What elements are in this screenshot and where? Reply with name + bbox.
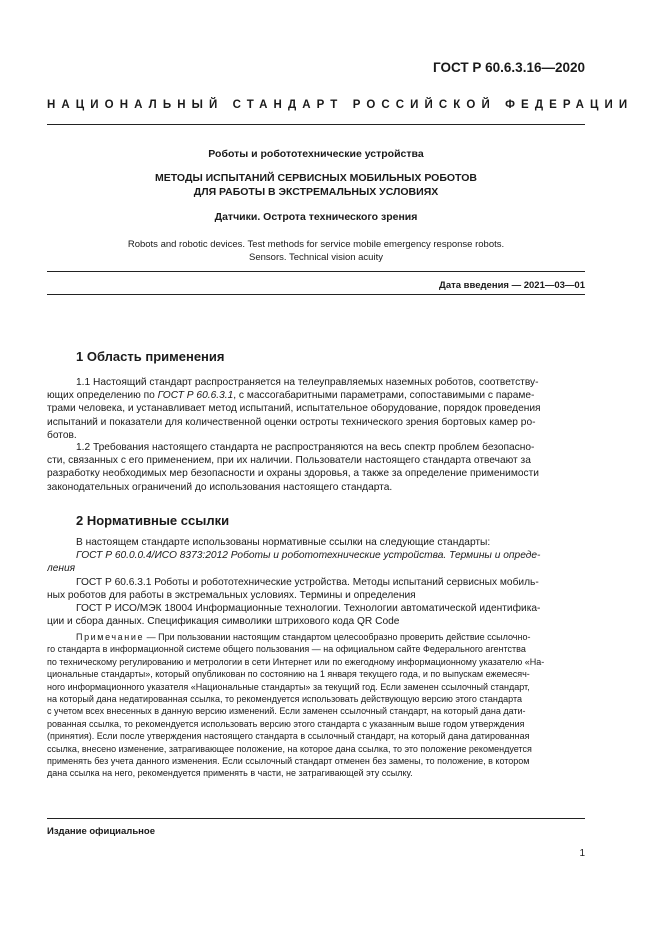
normative-note [47,631,585,780]
note-line-10: ссылка, внесено изменение, затрагивающее положение, на которое дана ссылка, то это положение рекомендуется [47,743,532,754]
section-1-paragraph-1 [47,376,585,442]
p2-line-4: законодательных ограничений до использования настоящего стандарта. [47,481,393,493]
p2-line-1: 1.2 Требования настоящего стандарта не распространяются на весь спектр проблем безопасно- [76,442,535,453]
reference-1-line-2: ления [47,563,76,575]
reference-2-line-2: ных роботов для работы в экстремальных условиях. Термины и определения [47,589,416,601]
edition-label: Издание официальное [47,826,155,837]
p1-line-2-a: ющих определению по [47,390,158,402]
reference-2-line-1: ГОСТ Р 60.6.3.1 Роботы и робототехнические устройства. Методы испытаний сервисных мобиль- [76,576,539,588]
section-2-body [47,536,585,628]
note-line-7: с учетом всех внесенных в данную версию изменений. Если заменен ссылочный стандарт, на который дана дати- [47,706,526,717]
p1-line-4: испытаний и показатели для количественной оценки остроты технического зрения бортовых камер ро- [47,416,536,428]
header-divider [47,124,585,125]
reference-3-line-1: ГОСТ Р ИСО/МЭК 18004 Информационные технологии. Технологии автоматической идентифика- [76,603,541,615]
title-divider [47,271,585,272]
note-line-5: ного информационного указателя «Национальные стандарты» за текущий год. Если заменен ссылочный стандарт, [47,681,530,692]
note-line-8: рованная ссылка, то рекомендуется использовать версию этого стандарта с указанным выше годом утверждения [47,718,525,729]
p2-line-2: сти, связанных с его применением, при их наличии. Пользователи настоящего стандарта отвечают за [47,455,531,467]
reference-3-line-2: ции и сбора данных. Спецификация символики штрихового кода QR Code [47,616,400,628]
p1-line-3: трами человека, и устанавливает метод испытаний, испытательное оборудование, порядок проведения [47,403,541,415]
note-line-9: (принятия). Если после утверждения настоящего стандарта в ссылочный стандарт, на который дана датированная [47,731,530,742]
document-part-title: Датчики. Острота технического зрения [214,211,418,223]
national-standard-banner: НАЦИОНАЛЬНЫЙ СТАНДАРТ РОССИЙСКОЙ ФЕДЕРАЦИИ [47,99,634,111]
document-main-title [47,171,585,199]
note-line-3: по техническому регулированию и метрологии в сети Интернет или по ежегодному информационному указателю «На- [47,656,545,667]
section-1-paragraph-2 [47,441,585,494]
normative-intro: В настоящем стандарте использованы нормативные ссылки на следующие стандарты: [76,537,491,548]
footer-divider [47,818,585,819]
note-line-1 [47,631,585,643]
p1-reference: ГОСТ Р 60.6.3.1 [157,390,234,402]
introduction-date: Дата введения — 2021—03—01 [439,280,585,291]
p1-line-5: ботов. [47,429,77,441]
section-2-heading: 2 Нормативные ссылки [76,513,230,528]
english-title-line-2: Sensors. Technical vision acuity [249,252,383,263]
p1-line-1: 1.1 Настоящий стандарт распространяется на телеуправляемых наземных роботов, соответству- [76,377,539,388]
reference-1-line-1: ГОСТ Р 60.0.0.4/ИСО 8373:2012 Роботы и робототехнические устройства. Термины и опреде- [76,550,541,562]
english-title [47,238,585,264]
note-line-6: на который дана недатированная ссылка, то рекомендуется использовать действующую версию этого стандарта [47,694,522,705]
section-1-heading: 1 Область применения [76,349,225,364]
date-divider [47,294,585,295]
main-title-line-1: МЕТОДЫ ИСПЫТАНИЙ СЕРВИСНЫХ МОБИЛЬНЫХ РОБОТОВ [155,172,477,184]
p1-line-2-b: , с массогабаритными параметрами, сопоставимыми с параме- [233,390,535,402]
note-line-12: дана ссылка на него, рекомендуется применять в части, не затрагивающей эту ссылку. [47,768,413,779]
note-line-4: циональные стандарты», который опубликован по состоянию на 1 января текущего года, и по выпускам ежемесяч- [47,669,530,680]
p2-line-3: разработку необходимых мер безопасности и охраны здоровья, а также за определение применимости [47,468,539,480]
main-title-line-2: ДЛЯ РАБОТЫ В ЭКСТРЕМАЛЬНЫХ УСЛОВИЯХ [193,186,439,198]
note-line-2: го стандарта в информационной системе общего пользования — на официальном сайте Федерального агентства [47,644,526,655]
document-subtitle: Роботы и робототехнические устройства [208,148,424,160]
note-line-11: применять без учета данного изменения. Если ссылочный стандарт отменен без замены, то положение, в котором [47,756,530,767]
note-label: Примечание [76,632,145,642]
standard-number: ГОСТ Р 60.6.3.16—2020 [433,60,585,75]
english-title-line-1: Robots and robotic devices. Test methods for service mobile emergency response robots. [127,239,505,250]
note-line-1-text: — При пользовании настоящим стандартом целесообразно проверить действие ссылочно- [144,632,531,642]
p1-line-2 [47,389,585,402]
page-number: 1 [579,848,585,859]
